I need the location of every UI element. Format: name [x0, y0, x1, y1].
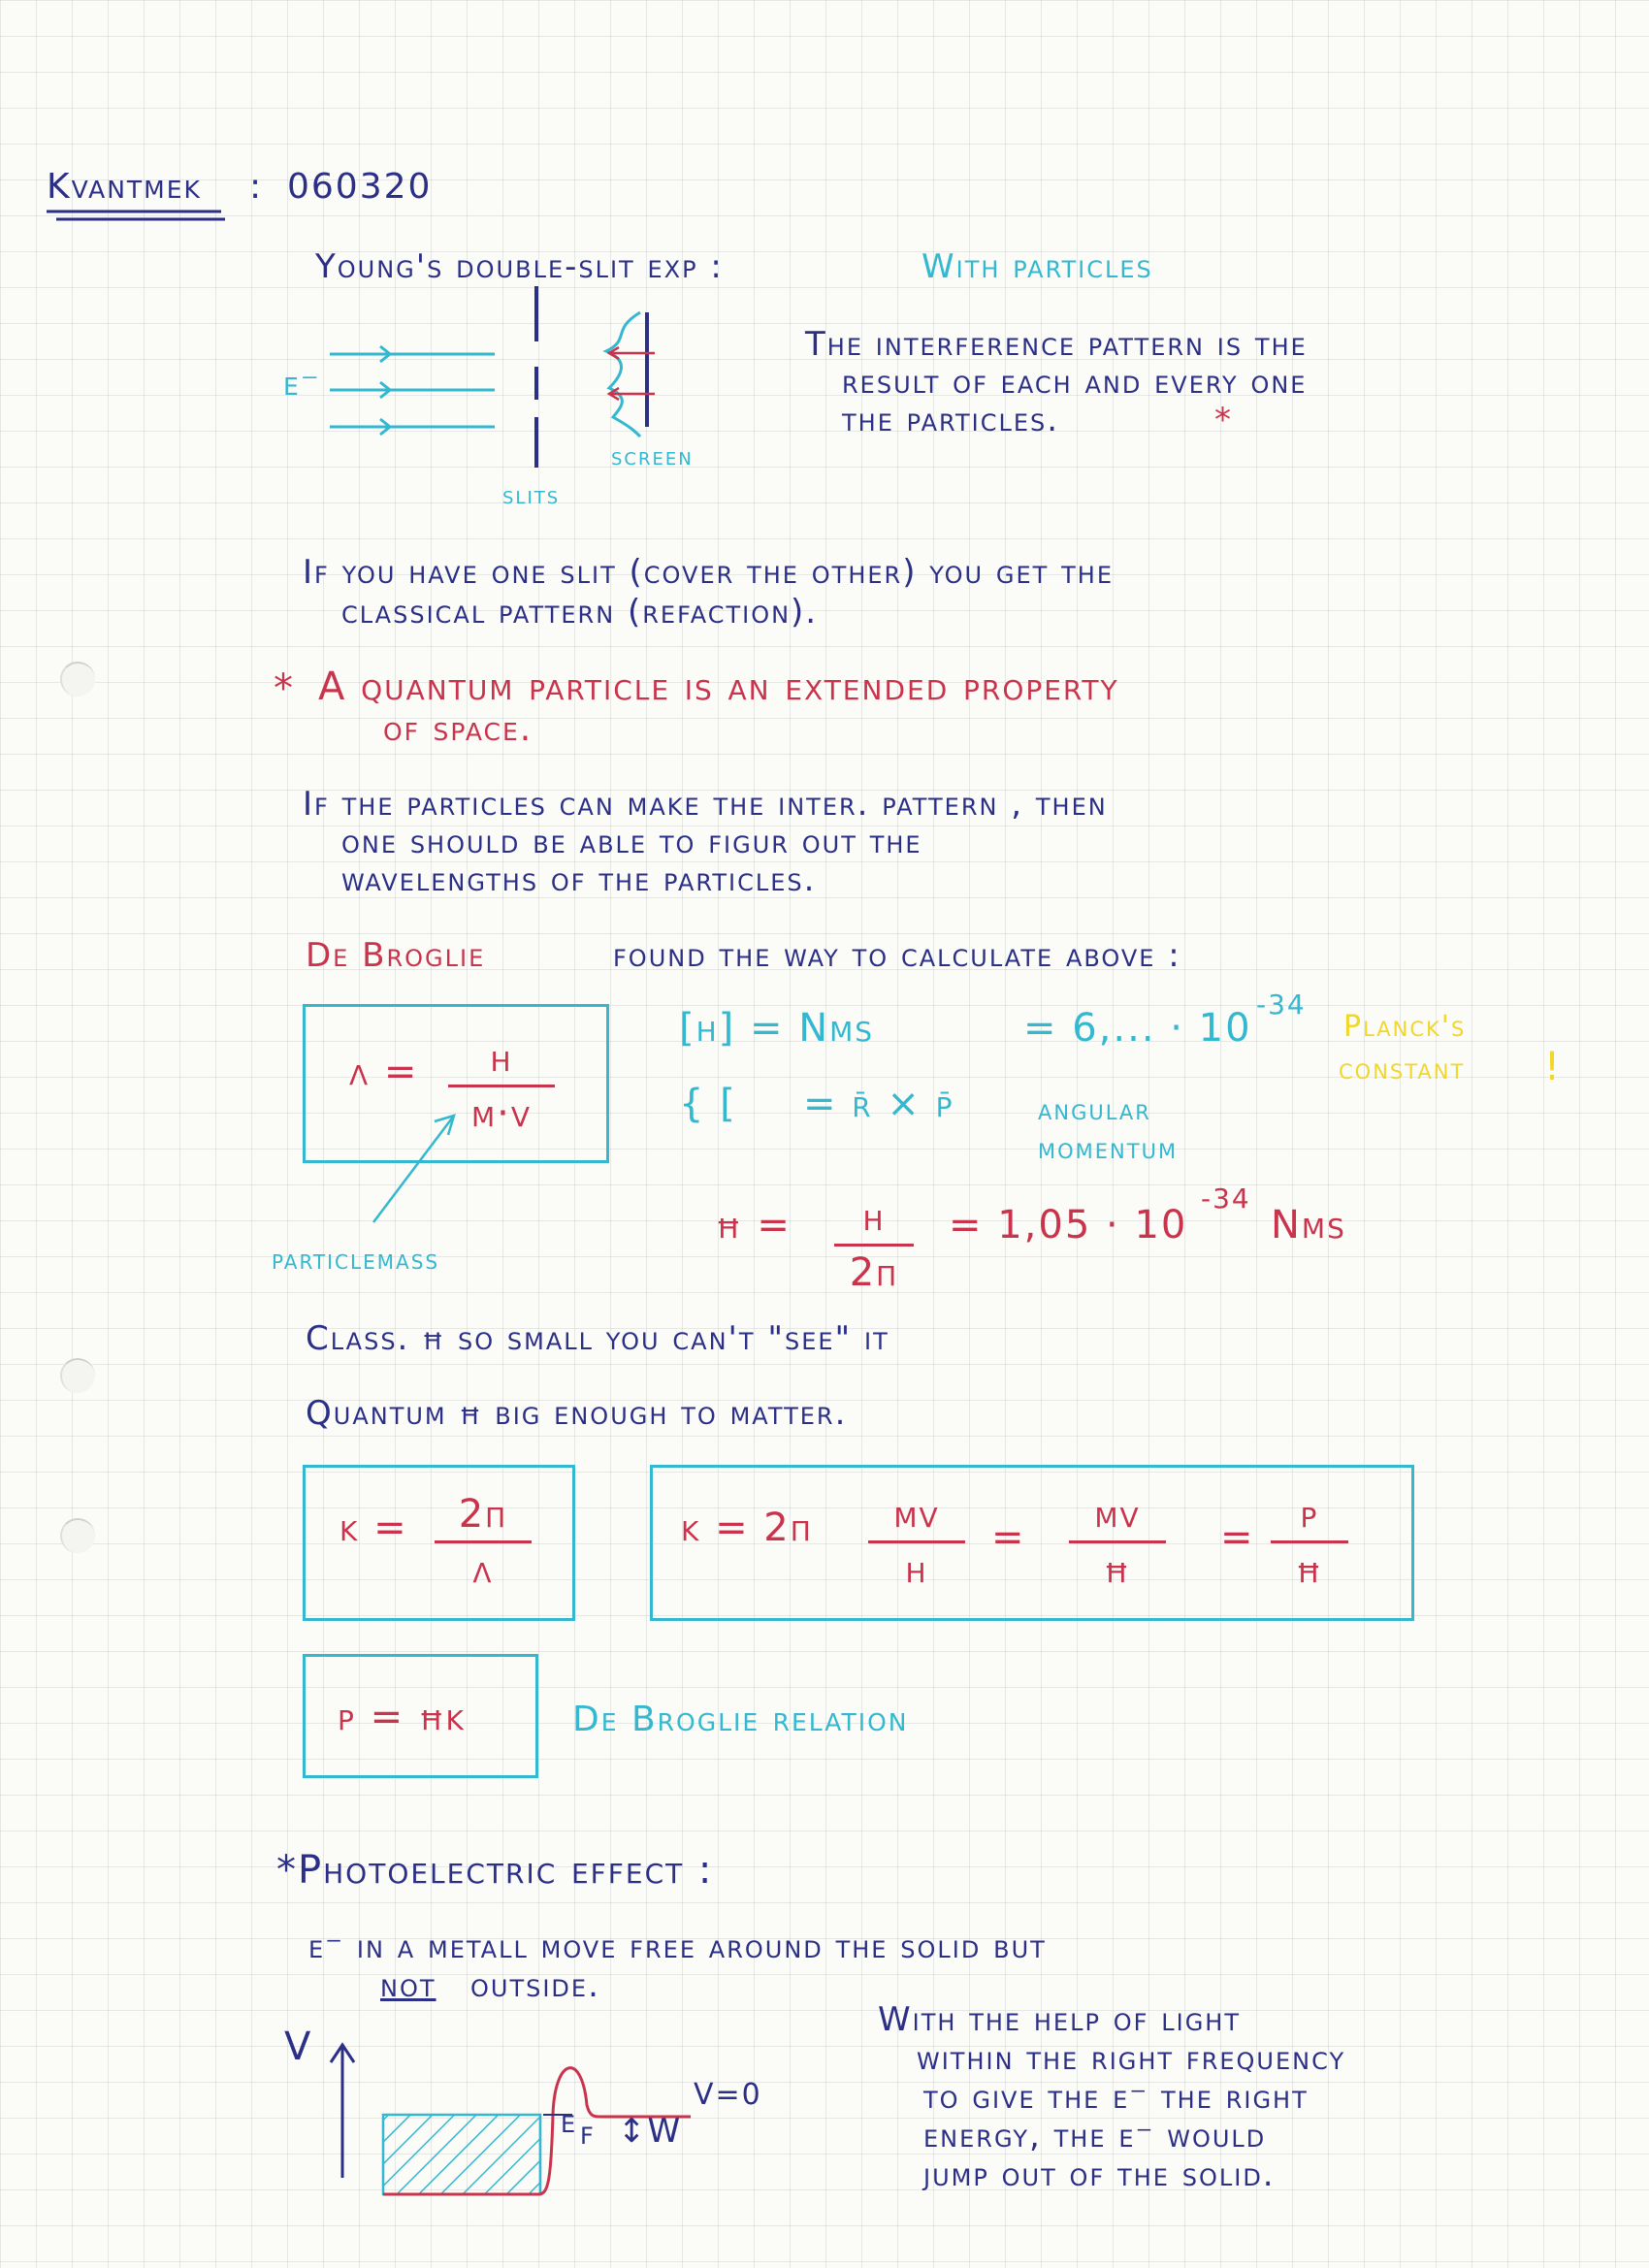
- header-colon: :: [249, 167, 264, 207]
- photoelectric-note-line: energy, the e⁻ would: [923, 2117, 1267, 2155]
- planck-label: constant: [1339, 1053, 1466, 1086]
- quantum-particle-line: of space.: [383, 709, 534, 749]
- h-units: [h] = Nms: [679, 1006, 875, 1051]
- slits-label: slits: [502, 481, 561, 510]
- fraction-bar: [1069, 1540, 1166, 1543]
- hbar-denominator: 2π: [849, 1250, 899, 1295]
- lambda-lhs: λ =: [349, 1050, 419, 1094]
- k2-fraction-1: [868, 1492, 965, 1592]
- lambda-fraction: [448, 1036, 555, 1136]
- angular-momentum-label: momentum: [1038, 1132, 1179, 1166]
- lambda-numerator: h: [490, 1036, 513, 1081]
- h-exponent: -34: [1256, 988, 1307, 1021]
- photoelectric-title: *Photoelectric effect :: [276, 1848, 714, 1893]
- work-function-label: ↕W: [618, 2112, 683, 2151]
- footnote-star: *: [274, 666, 295, 711]
- fermi-energy-subscript: F: [580, 2122, 596, 2150]
- fraction-bar: [834, 1244, 914, 1247]
- fermi-energy-label: ε: [561, 2102, 578, 2141]
- interference-pattern-curve: [606, 312, 640, 437]
- k2-fraction-2: [1069, 1492, 1166, 1592]
- k-numerator: 2π: [458, 1492, 508, 1537]
- k-lhs: k =: [340, 1506, 408, 1550]
- k2-lhs: k = 2π: [681, 1506, 813, 1550]
- angular-momentum-label: angular: [1038, 1093, 1151, 1127]
- equals-sign: =: [1220, 1515, 1255, 1560]
- fraction-bar: [435, 1540, 532, 1543]
- angular-momentum-lhs: { [: [679, 1082, 737, 1126]
- young-title: Young's double-slit exp :: [315, 247, 724, 286]
- k2-numerator: mv: [893, 1492, 940, 1537]
- hbar-exponent: -34: [1201, 1183, 1251, 1215]
- young-subtitle: With particles: [922, 247, 1153, 286]
- classical-hbar-text: Class. ħ so small you can't "see" it: [306, 1319, 889, 1358]
- note-date: 060320: [287, 167, 433, 207]
- debroglie-name: De Broglie: [306, 936, 486, 975]
- fraction-bar: [868, 1540, 965, 1543]
- potential-axis-label: V: [284, 2025, 313, 2069]
- wavelength-line: If the particles can make the inter. pattern , then: [303, 785, 1108, 824]
- electron-sea-hatch: [383, 2115, 540, 2194]
- hbar-value: = 1,05 · 10: [949, 1203, 1188, 1247]
- one-slit-line: If you have one slit (cover the other) you get the: [303, 553, 1114, 592]
- k2-denominator: ħ: [1104, 1547, 1131, 1592]
- interference-note-line: result of each and every one: [842, 363, 1308, 402]
- wavelength-line: wavelengths of the particles.: [341, 860, 817, 899]
- electron-beam-arrows: [330, 346, 495, 435]
- interference-note-line: the particles.: [842, 401, 1060, 439]
- h-value: = 6,... · 10: [1023, 1006, 1252, 1051]
- k2-denominator: h: [905, 1547, 928, 1592]
- photoelectric-note-line: With the help of light: [878, 2000, 1242, 2039]
- k2-numerator: mv: [1094, 1492, 1141, 1537]
- screen-label: screen: [611, 442, 694, 471]
- hbar-unit: Nms: [1271, 1203, 1346, 1247]
- photoelectric-note-line: jump out of the solid.: [923, 2155, 1276, 2194]
- planck-label: Planck's: [1343, 1010, 1467, 1044]
- k2-numerator: p: [1300, 1492, 1319, 1537]
- particlemass-label: particlemass: [272, 1244, 440, 1276]
- subject-title: Kvantmek: [47, 167, 202, 207]
- k-fraction: [435, 1492, 532, 1592]
- equals-sign: =: [991, 1515, 1026, 1560]
- photoelectric-not: not: [380, 1966, 436, 2005]
- lambda-denominator: m·v: [470, 1091, 533, 1136]
- debroglie-relation-formula: p = ħk: [338, 1695, 466, 1739]
- one-slit-line: classical pattern (refaction).: [341, 593, 819, 632]
- hbar-numerator: h: [862, 1195, 886, 1240]
- k-denominator: λ: [472, 1547, 494, 1592]
- planck-exclamation: !: [1544, 1045, 1563, 1089]
- debroglie-text: found the way to calculate above :: [613, 936, 1181, 975]
- interference-note-line: The interference pattern is the: [805, 325, 1308, 364]
- fraction-bar: [1271, 1540, 1348, 1543]
- photoelectric-line: e⁻ in a metall move free around the solid but: [308, 1928, 1047, 1966]
- photoelectric-line: outside.: [470, 1966, 600, 2005]
- photoelectric-note-line: within the right frequency: [917, 2039, 1346, 2078]
- fraction-bar: [448, 1085, 555, 1087]
- vacuum-level-label: V=0: [694, 2078, 762, 2112]
- debroglie-relation-label: De Broglie relation: [572, 1700, 909, 1739]
- footnote-star: *: [1214, 401, 1233, 439]
- photoelectric-note-line: to give the e⁻ the right: [923, 2078, 1309, 2117]
- hbar-fraction: [834, 1195, 914, 1295]
- electron-label: e⁻: [283, 364, 321, 404]
- wavelength-line: one should be able to figur out the: [341, 823, 922, 861]
- hbar-lhs: ħ =: [716, 1203, 792, 1247]
- quantum-hbar-text: Quantum ħ big enough to matter.: [306, 1394, 848, 1433]
- quantum-particle-line: A quantum particle is an extended property: [318, 664, 1119, 709]
- angular-momentum-rhs: = r̄ × p̄: [803, 1082, 954, 1126]
- k2-fraction-3: [1271, 1492, 1348, 1592]
- k2-denominator: ħ: [1296, 1547, 1323, 1592]
